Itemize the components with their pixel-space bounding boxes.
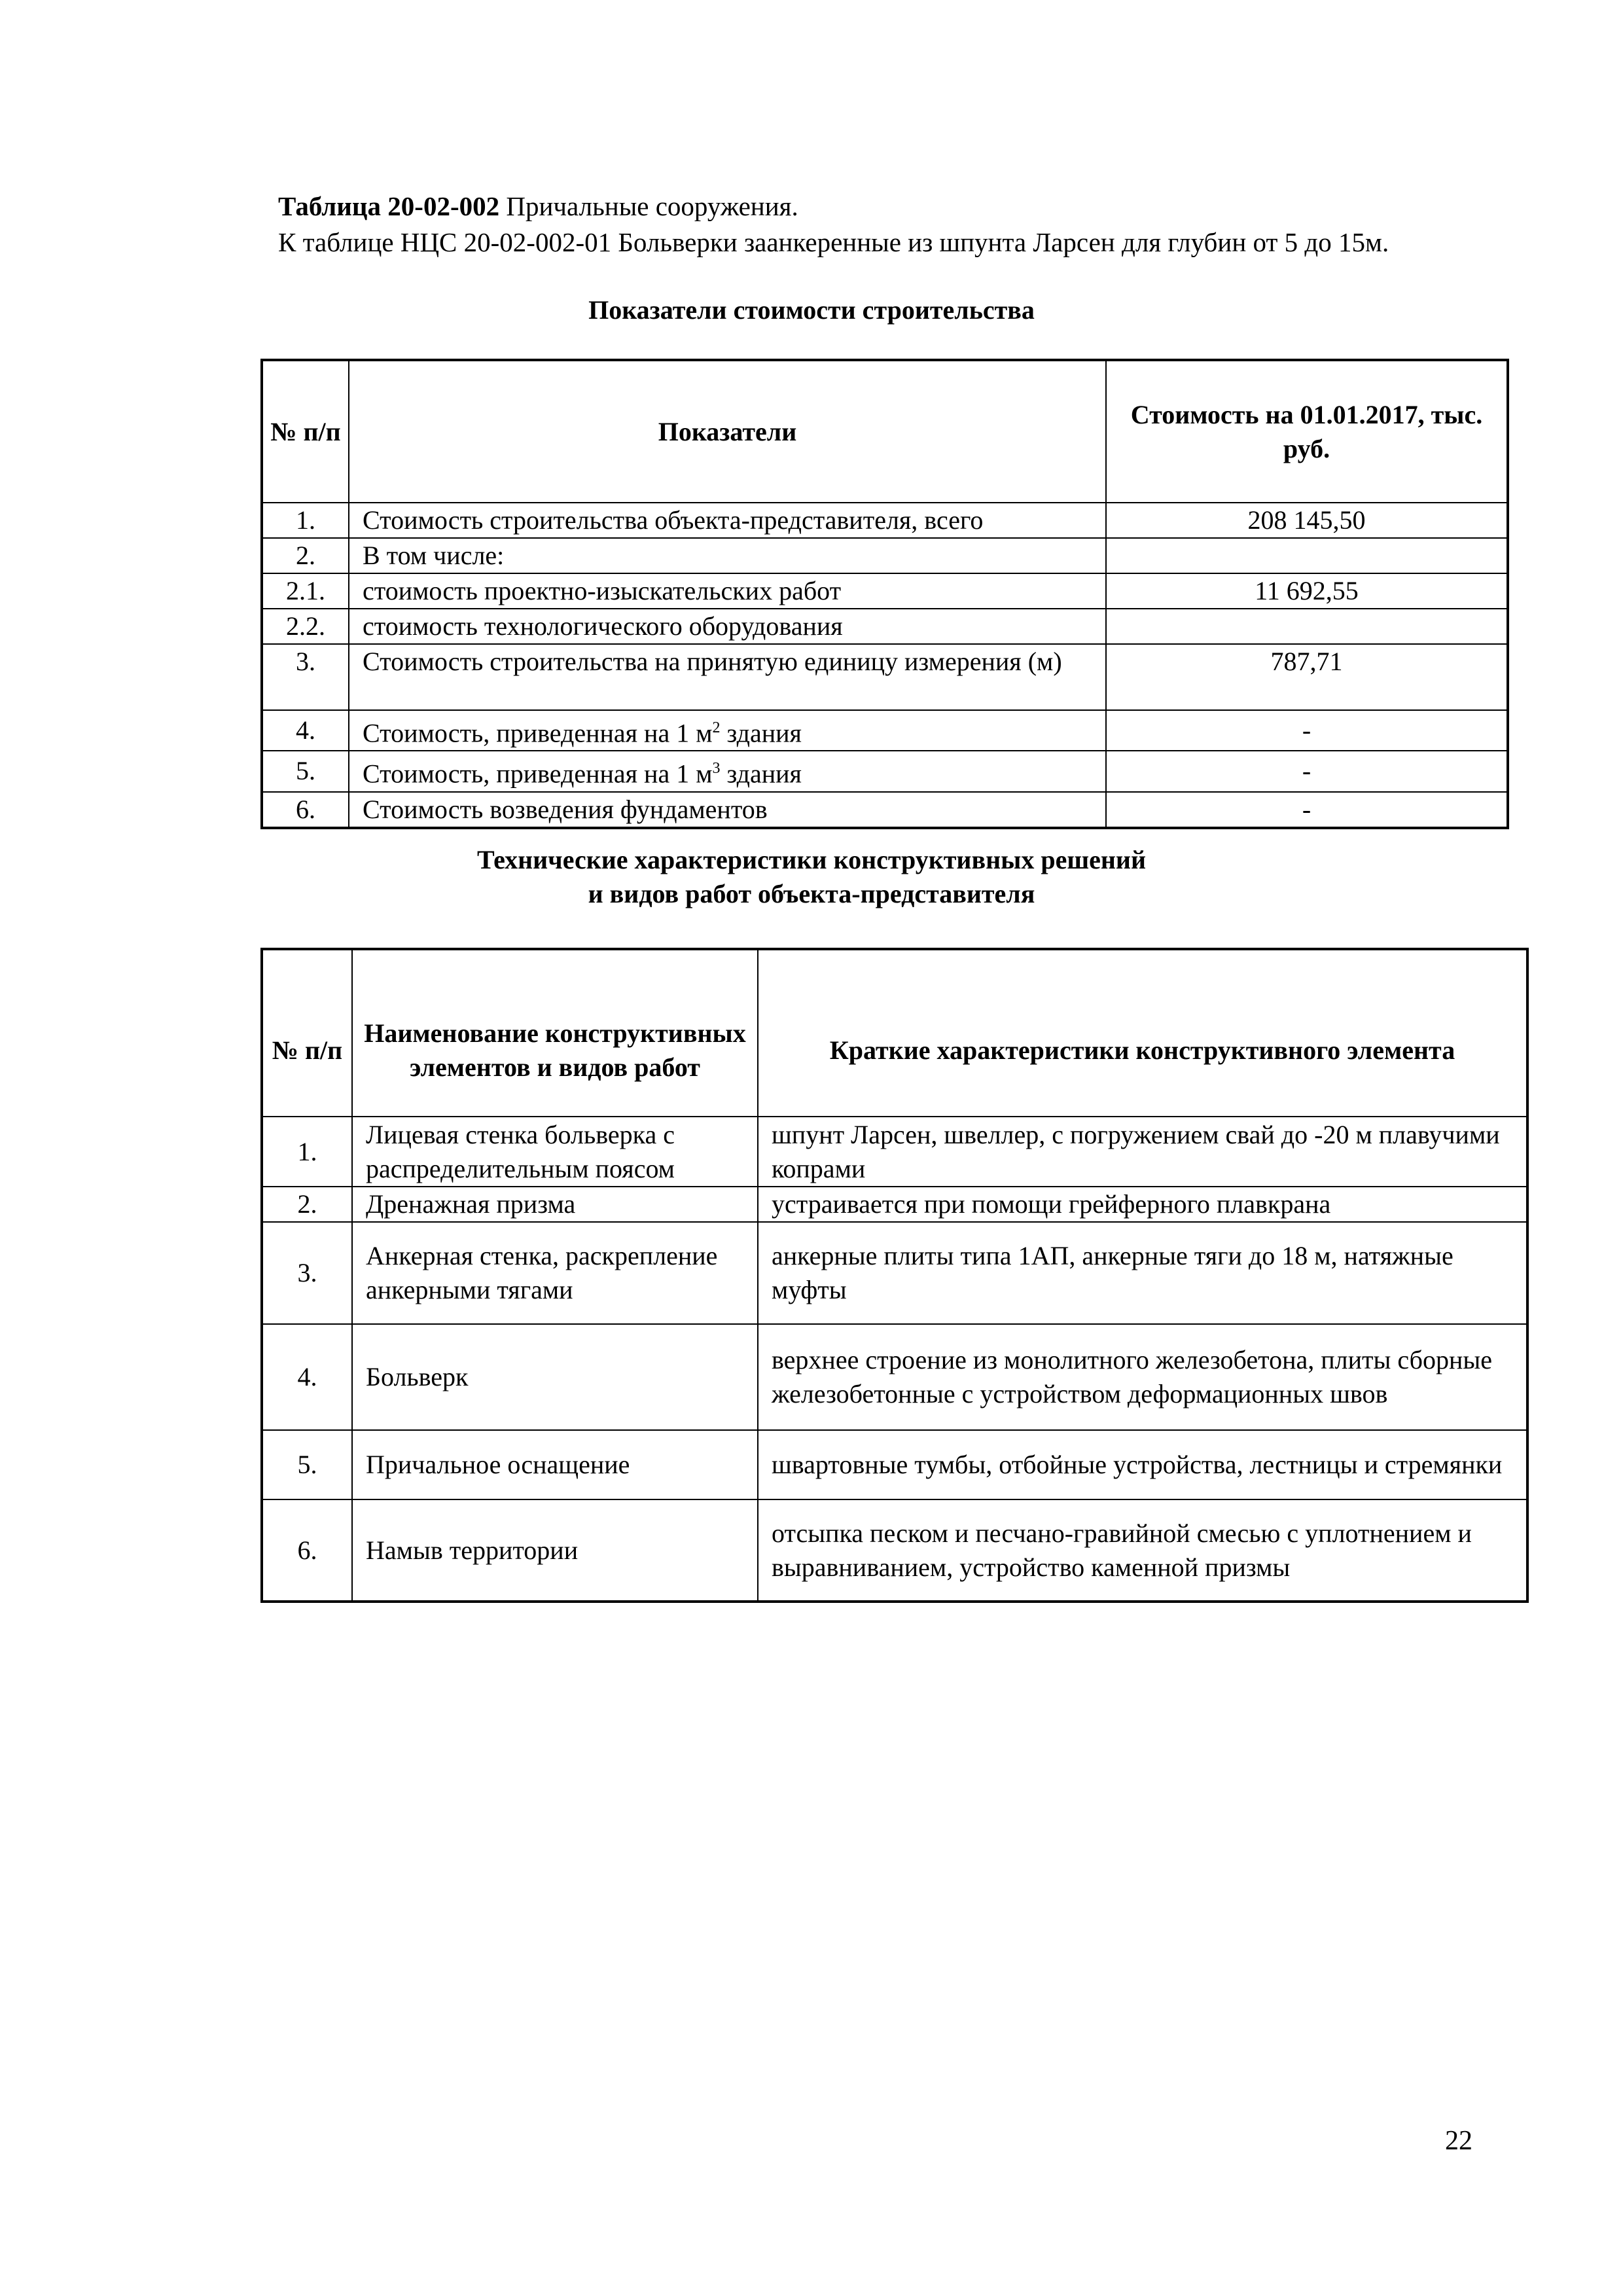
row-desc: отсыпка песком и песчано-гравийной смесью с уплотнением и выравниванием, устройство каменной призмы (758, 1499, 1527, 1602)
row-name: Лицевая стенка больверка с распределительным поясом (352, 1117, 758, 1187)
row-value (1106, 538, 1508, 573)
table-row (262, 1222, 1527, 1324)
indicator-text: Стоимость, приведенная на 1 м (363, 759, 713, 789)
row-indicator: стоимость проектно-изыскательских работ (349, 573, 1106, 609)
row-num: 6. (262, 792, 349, 828)
row-num: 2.1. (262, 573, 349, 609)
table-row (262, 1499, 1527, 1602)
cost-section-heading: Показатели стоимости строительства (588, 295, 1035, 325)
column-header-cost: Стоимость на 01.01.2017, тыс. руб. (1106, 360, 1508, 503)
row-num: 3. (262, 1222, 352, 1324)
row-value: - (1106, 710, 1508, 751)
column-header-name: Наименование конструктивных элементов и видов работ (352, 949, 758, 1117)
row-value: 11 692,55 (1106, 573, 1508, 609)
column-header-indicator: Показатели (349, 360, 1106, 503)
row-value: - (1106, 792, 1508, 828)
indicator-text-suffix: здания (720, 718, 802, 748)
row-num: 2.2. (262, 609, 349, 644)
indicator-text-suffix: здания (720, 759, 802, 789)
row-num: 3. (262, 644, 349, 710)
table-row (262, 1324, 1527, 1430)
table-row (262, 1117, 1527, 1187)
row-num: 2. (262, 1187, 352, 1222)
unit-superscript: 2 (712, 719, 721, 736)
table-header-row (262, 360, 1508, 503)
technical-characteristics-table (260, 948, 1529, 1603)
row-value (1106, 609, 1508, 644)
table-subtitle: К таблице НЦС 20-02-002-01 Больверки заанкеренные из шпунта Ларсен для глубин от 5 до 15м. (278, 227, 1389, 257)
table-row (262, 609, 1508, 644)
row-indicator: В том числе: (349, 538, 1106, 573)
column-header-desc: Краткие характеристики конструктивного элемента (758, 949, 1527, 1117)
row-num: 1. (262, 503, 349, 538)
table-row (262, 1187, 1527, 1222)
column-header-num: № п/п (262, 360, 349, 503)
row-name: Дренажная призма (352, 1187, 758, 1222)
row-num: 2. (262, 538, 349, 573)
row-indicator: Стоимость возведения фундаментов (349, 792, 1106, 828)
row-indicator (349, 710, 1106, 751)
row-value: 787,71 (1106, 644, 1508, 710)
row-num: 1. (262, 1117, 352, 1187)
row-name: Причальное оснащение (352, 1430, 758, 1499)
row-desc: устраивается при помощи грейферного плавкрана (758, 1187, 1527, 1222)
unit-superscript: 3 (712, 760, 721, 778)
column-header-num: № п/п (262, 949, 352, 1117)
row-value: 208 145,50 (1106, 503, 1508, 538)
indicator-text: Стоимость, приведенная на 1 м (363, 718, 713, 748)
row-desc: швартовные тумбы, отбойные устройства, лестницы и стремянки (758, 1430, 1527, 1499)
row-desc: шпунт Ларсен, швеллер, с погружением свай до -20 м плавучими копрами (758, 1117, 1527, 1187)
table-header-row (262, 949, 1527, 1117)
row-indicator: стоимость технологического оборудования (349, 609, 1106, 644)
page-number: 22 (1445, 2126, 1472, 2156)
row-num: 4. (262, 710, 349, 751)
tech-heading-line: и видов работ объекта-представителя (588, 879, 1035, 908)
row-num: 5. (262, 1430, 352, 1499)
table-row (262, 792, 1508, 828)
table-code: Таблица 20-02-002 (278, 191, 500, 221)
table-row (262, 644, 1508, 710)
table-row (262, 503, 1508, 538)
row-num: 6. (262, 1499, 352, 1602)
row-num: 5. (262, 751, 349, 791)
document-header (278, 188, 1522, 260)
row-name: Анкерная стенка, раскрепление анкерными тягами (352, 1222, 758, 1324)
tech-heading-line: Технические характеристики конструктивных решений (476, 845, 1147, 874)
table-row (262, 710, 1508, 751)
table-title: Причальные сооружения. (499, 191, 798, 221)
row-desc: верхнее строение из монолитного железобетона, плиты сборные железобетонные с устройством деформационных швов (758, 1324, 1527, 1430)
row-name: Больверк (352, 1324, 758, 1430)
row-desc: анкерные плиты типа 1АП, анкерные тяги до 18 м, натяжные муфты (758, 1222, 1527, 1324)
row-value: - (1106, 751, 1508, 791)
row-num: 4. (262, 1324, 352, 1430)
table-title-line (278, 188, 1522, 224)
tech-section-heading (0, 843, 1623, 911)
table-row (262, 538, 1508, 573)
table-row (262, 1430, 1527, 1499)
row-name: Намыв территории (352, 1499, 758, 1602)
row-indicator (349, 751, 1106, 791)
table-row (262, 751, 1508, 791)
table-row (262, 573, 1508, 609)
cost-indicators-table (260, 359, 1509, 829)
row-indicator: Стоимость строительства объекта-представителя, всего (349, 503, 1106, 538)
row-indicator: Стоимость строительства на принятую единицу измерения (м) (349, 644, 1106, 710)
